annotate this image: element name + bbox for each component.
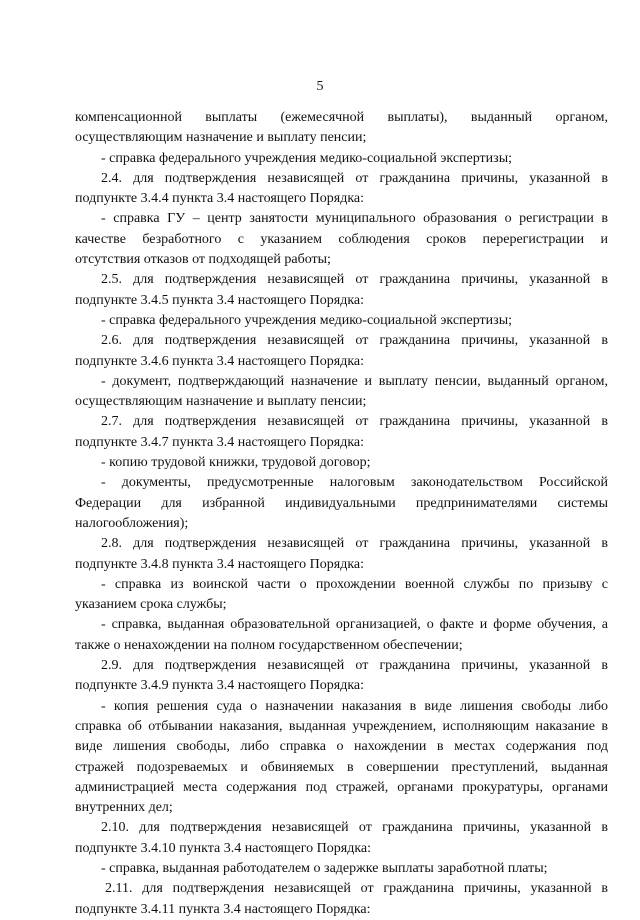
text-line: подпункте 3.4.9 пункта 3.4 настоящего Порядка: (75, 678, 365, 694)
text-line: Федерации для избранной индивидуальными предпринимателями системы (75, 495, 608, 511)
text-line: - документ, подтверждающий назначение и выплату пенсии, выданный органом, (101, 373, 608, 389)
text-line: - справка федерального учреждения медико-социальной экспертизы; (101, 150, 512, 166)
text-line: виде лишения свободы, либо справка о нахождении в местах содержания под (75, 739, 608, 755)
text-line: 2.4. для подтверждения независящей от гражданина причины, указанной в (101, 170, 608, 186)
text-line: - справка, выданная работодателем о задержке выплаты заработной платы; (101, 860, 548, 876)
text-line: 2.6. для подтверждения независящей от гражданина причины, указанной в (101, 333, 608, 349)
page-number: 5 (316, 79, 324, 94)
text-line: 2.10. для подтверждения независящей от гражданина причины, указанной в (101, 820, 608, 836)
text-line: 2.8. для подтверждения независящей от гражданина причины, указанной в (101, 536, 608, 552)
text-line: справка об отбывании наказания, выданная учреждением, исполняющим наказание в (75, 718, 608, 734)
text-line: налогообложения); (75, 515, 189, 531)
text-line: внутренних дел; (75, 800, 173, 816)
text-line: 2.5. для подтверждения независящей от гражданина причины, указанной в (101, 272, 608, 288)
text-line: качестве безработного с указанием соблюдения сроков перерегистрации и (75, 231, 608, 247)
text-line: - копия решения суда о назначении наказания в виде лишения свободы либо (101, 698, 608, 714)
text-line: - документы, предусмотренные налоговым законодательством Российской (101, 475, 608, 491)
text-line: подпункте 3.4.6 пункта 3.4 настоящего Порядка: (75, 353, 365, 369)
text-line: отсутствия отказов от подходящей работы; (75, 252, 331, 268)
text-line: указанием срока службы; (75, 597, 227, 613)
text-line: - справка из воинской части о прохождении военной службы по призыву с (101, 576, 608, 592)
text-line: подпункте 3.4.7 пункта 3.4 настоящего Порядка: (75, 434, 365, 450)
document-body (75, 108, 608, 920)
text-line: - копию трудовой книжки, трудовой договор; (101, 455, 371, 471)
text-line: - справка ГУ – центр занятости муниципального образования о регистрации в (101, 211, 608, 227)
text-line: 2.9. для подтверждения независящей от гражданина причины, указанной в (101, 658, 608, 674)
text-line: администрацией места содержания под стражей, органами прокуратуры, органами (75, 779, 608, 795)
text-line: осуществляющим назначение и выплату пенсии; (75, 394, 367, 410)
text-line: также о ненахождении на полном государственном обеспечении; (75, 637, 463, 653)
text-line: подпункте 3.4.11 пункта 3.4 настоящего Порядка: (75, 901, 371, 917)
text-line: подпункте 3.4.10 пункта 3.4 настоящего Порядка: (75, 840, 372, 856)
text-line: 2.7. для подтверждения независящей от гражданина причины, указанной в (101, 414, 608, 430)
text-line: стражей подозреваемых и обвиняемых в совершении преступлений, выданная (75, 759, 608, 775)
text-line: осуществляющим назначение и выплату пенсии; (75, 130, 367, 146)
text-line: 2.11. для подтверждения независящей от гражданина причины, указанной в (105, 881, 608, 897)
text-line: подпункте 3.4.5 пункта 3.4 настоящего Порядка: (75, 292, 365, 308)
text-line: - справка, выданная образовательной организацией, о факте и форме обучения, а (101, 617, 608, 633)
text-line: компенсационной выплаты (ежемесячной выплаты), выданный органом, (75, 110, 608, 125)
text-line: - справка федерального учреждения медико-социальной экспертизы; (101, 312, 512, 328)
text-line: подпункте 3.4.4 пункта 3.4 настоящего Порядка: (75, 191, 365, 207)
text-line: подпункте 3.4.8 пункта 3.4 настоящего Порядка: (75, 556, 365, 572)
